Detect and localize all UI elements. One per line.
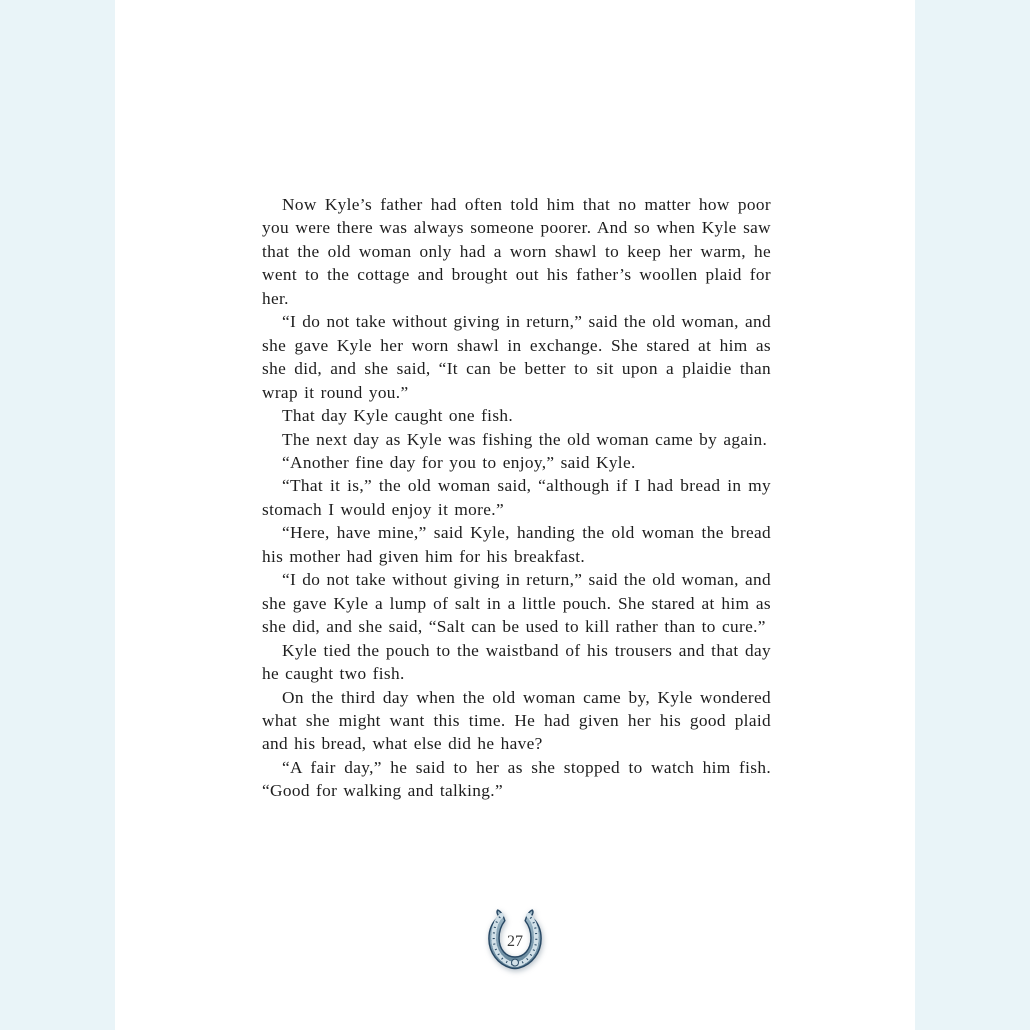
paragraph: The next day as Kyle was fishing the old woman came by again. <box>282 429 768 449</box>
paragraph: On the third day when the old woman came by, Kyle wondered what she might want this time. He had given her his good plaid and his bread, what else did he have? <box>262 687 771 754</box>
paragraph: “I do not take without giving in return,” said the old woman, and she gave Kyle a lump of salt in a little pouch. She stared at him as she did, and she said, “Salt can be used to kill rather than to cure.” <box>262 570 772 637</box>
story-text-block <box>262 193 771 803</box>
paragraph: Now Kyle’s father had often told him that no matter how poor you were there was always someone poorer. And so when Kyle saw that the old woman only had a worn shawl to keep her warm, he went to the cottage and brought out his father’s woollen plaid for her. <box>262 195 771 308</box>
paragraph: “Another fine day for you to enjoy,” said Kyle. <box>282 452 636 472</box>
paragraph: Kyle tied the pouch to the waistband of his trousers and that day he caught two fish. <box>262 640 771 684</box>
paragraph: “I do not take without giving in return,” said the old woman, and she gave Kyle her worn shawl in exchange. She stared at him as she did, and she said, “It can be better to sit upon a plaidie than wrap it round you.” <box>262 312 772 402</box>
paragraph: “Here, have mine,” said Kyle, handing the old woman the bread his mother had given him for his breakfast. <box>262 523 771 566</box>
paragraph: “A fair day,” he said to her as she stopped to watch him fish. “Good for walking and talking.” <box>262 757 771 801</box>
book-page <box>115 0 915 1030</box>
page-footer-ornament <box>486 907 544 977</box>
paragraph: That day Kyle caught one fish. <box>282 406 514 426</box>
page-number: 27 <box>507 933 523 950</box>
paragraph: “That it is,” the old woman said, “although if I had bread in my stomach I would enjoy it more.” <box>262 476 771 519</box>
